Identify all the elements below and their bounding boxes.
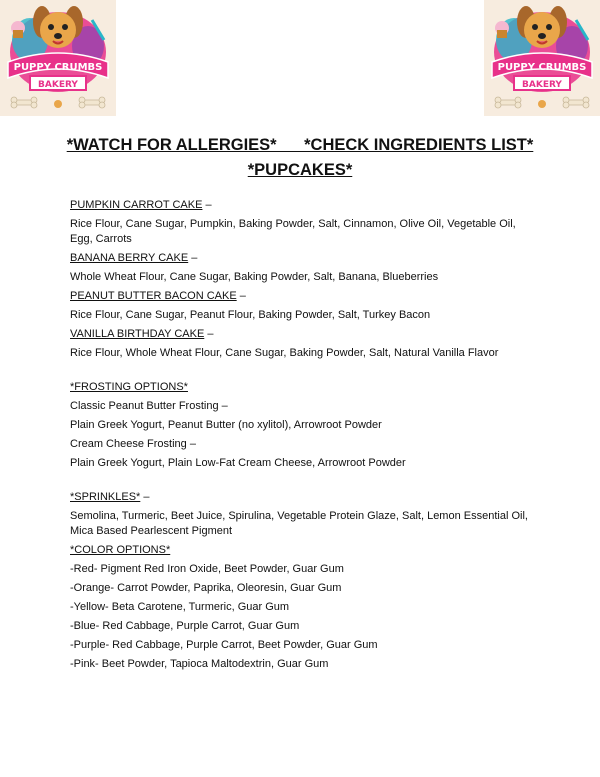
cake-title: BANANA BERRY CAKE – — [70, 252, 198, 264]
bakery-logo-right — [484, 0, 600, 116]
color-option: -Pink- Beet Powder, Tapioca Maltodextrin, Guar Gum — [70, 658, 329, 670]
bakery-logo-left — [0, 0, 116, 116]
pupcakes-heading: *PUPCAKES* — [247, 161, 353, 179]
color-option: -Red- Pigment Red Iron Oxide, Beet Powder, Guar Gum — [70, 563, 344, 575]
cake-title: PEANUT BUTTER BACON CAKE – — [70, 290, 246, 302]
cake-title: PUMPKIN CARROT CAKE – — [70, 199, 212, 211]
cake-name: VANILLA BIRTHDAY CAKE — [70, 328, 205, 340]
cake-name: BANANA BERRY CAKE — [70, 252, 189, 264]
color-options-heading: *COLOR OPTIONS* — [70, 544, 171, 556]
svg-text:PUPPY CRUMBS: PUPPY CRUMBS — [13, 62, 103, 73]
color-option: -Blue- Red Cabbage, Purple Carrot, Guar Gum — [70, 620, 300, 632]
frosting-ingredients: Plain Greek Yogurt, Plain Low-Fat Cream Cheese, Arrowroot Powder — [70, 457, 406, 469]
svg-text:PUPPY CRUMBS: PUPPY CRUMBS — [497, 62, 587, 73]
frosting-heading: *FROSTING OPTIONS* — [70, 381, 188, 393]
color-option: -Purple- Red Cabbage, Purple Carrot, Beet Powder, Guar Gum — [70, 639, 378, 651]
sprinkles-title: *SPRINKLES* – — [70, 491, 150, 503]
cake-title: VANILLA BIRTHDAY CAKE – — [70, 328, 214, 340]
frosting-ingredients: Plain Greek Yogurt, Peanut Butter (no xylitol), Arrowroot Powder — [70, 419, 382, 431]
color-option: -Yellow- Beta Carotene, Turmeric, Guar Gum — [70, 601, 290, 613]
sprinkles-heading: *SPRINKLES* — [70, 491, 141, 503]
cake-ingredients: Rice Flour, Cane Sugar, Pumpkin, Baking Powder, Salt, Cinnamon, Olive Oil, Vegetable Oil, Egg, Carrots — [70, 218, 516, 245]
svg-text:BAKERY: BAKERY — [522, 80, 562, 90]
cake-ingredients: Whole Wheat Flour, Cane Sugar, Baking Powder, Salt, Banana, Blueberries — [70, 271, 439, 283]
ingredients-list — [70, 198, 530, 676]
frosting-name: Cream Cheese Frosting – — [70, 438, 196, 450]
svg-text:BAKERY: BAKERY — [38, 80, 78, 90]
allergy-warning-heading: *WATCH FOR ALLERGIES* *CHECK INGREDIENTS LIST* — [66, 136, 534, 154]
puppy-crumbs-logo — [484, 0, 600, 116]
cake-name: PUMPKIN CARROT CAKE — [70, 199, 203, 211]
cake-ingredients: Rice Flour, Cane Sugar, Peanut Flour, Baking Powder, Salt, Turkey Bacon — [70, 309, 431, 321]
sprinkles-ingredients: Semolina, Turmeric, Beet Juice, Spirulina, Vegetable Protein Glaze, Salt, Lemon Essential Oil, Mica Based Pearlescent Pigment — [70, 510, 528, 537]
puppy-crumbs-logo — [0, 0, 116, 116]
color-option: -Orange- Carrot Powder, Paprika, Oleoresin, Guar Gum — [70, 582, 342, 594]
frosting-name: Classic Peanut Butter Frosting – — [70, 400, 228, 412]
cake-ingredients: Rice Flour, Whole Wheat Flour, Cane Sugar, Baking Powder, Salt, Natural Vanilla Flavor — [70, 347, 499, 359]
cake-name: PEANUT BUTTER BACON CAKE — [70, 290, 237, 302]
